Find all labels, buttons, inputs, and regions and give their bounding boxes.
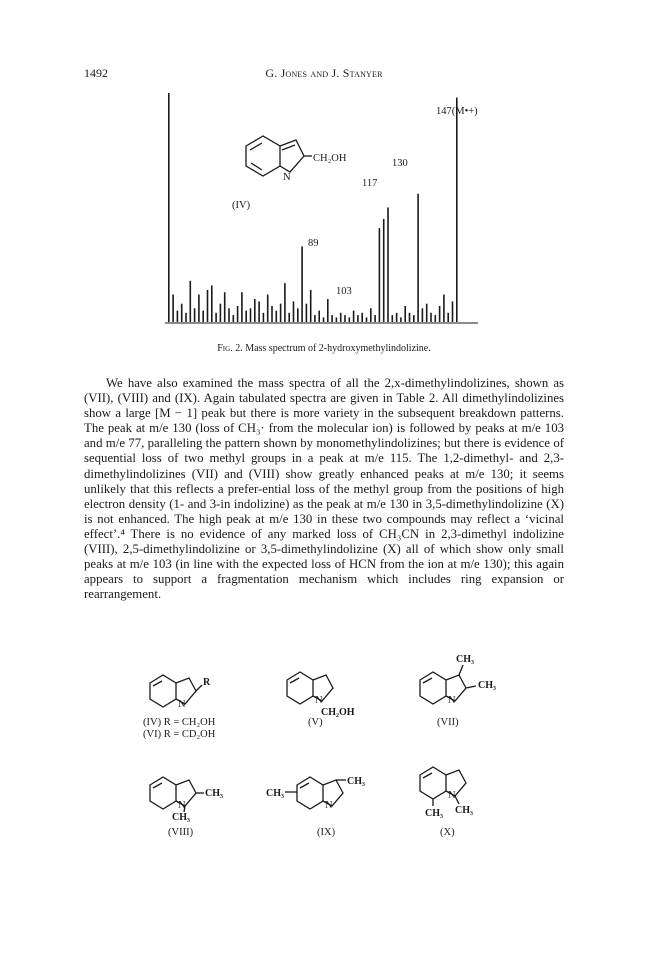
spectrum-bar <box>327 299 329 322</box>
spectrum-bar <box>314 315 316 322</box>
peak-labels <box>308 106 478 297</box>
spectrum-bar <box>323 317 325 322</box>
running-head: G. Jones and J. Stanyer <box>265 66 383 80</box>
mass-spectrum-figure <box>0 0 648 340</box>
spectrum-bar <box>426 304 428 322</box>
spectrum-bar <box>233 315 235 322</box>
ix-label: (IX) <box>317 827 336 838</box>
ix-group-2: CH₃ <box>347 776 365 787</box>
spectrum-bar <box>215 313 217 322</box>
x-group-1: CH₃ <box>425 808 443 819</box>
page-number: 1492 <box>84 66 108 80</box>
spectrum-bar <box>435 315 437 322</box>
svg-text:N: N <box>448 790 456 801</box>
spectrum-bar <box>258 301 260 322</box>
spectrum-bar <box>284 283 286 322</box>
spectrum-bar <box>430 313 432 322</box>
structure-group: CH₂OH <box>313 153 347 164</box>
spectrum-bar <box>267 295 269 323</box>
structures-figure <box>0 640 648 870</box>
peak-label-147: 147(M•+) <box>436 106 478 117</box>
spectrum-bar <box>190 281 192 322</box>
iv-label-1: (IV) R = CH₂OH <box>143 717 216 728</box>
structure-viii <box>150 777 223 838</box>
spectrum-bar <box>276 311 278 323</box>
spectrum-bar <box>202 311 204 323</box>
spectrum-bar <box>452 301 454 322</box>
spectrum-bar <box>447 313 449 322</box>
spectrum-bar <box>310 290 312 322</box>
spectrum-bar <box>404 306 406 322</box>
spectrum-bar <box>172 295 174 323</box>
spectrum-bar <box>185 313 187 322</box>
spectrum-bar <box>353 311 355 323</box>
spectrum-bar <box>250 308 252 322</box>
spectrum-bar <box>181 304 183 322</box>
structure-vii <box>420 654 496 728</box>
spectrum-bar <box>409 313 411 322</box>
spectrum-bar <box>361 313 363 322</box>
spectrum-bar <box>254 299 256 322</box>
spectrum-bar <box>443 295 445 323</box>
v-group: CH₂OH <box>321 707 355 718</box>
spectrum-bar <box>396 313 398 322</box>
spectrum-bar <box>336 317 338 322</box>
svg-text:N: N <box>448 695 456 706</box>
peak-label-117: 117 <box>362 178 378 189</box>
figure-caption <box>0 343 648 354</box>
peak-label-89: 89 <box>308 238 319 249</box>
spectrum-bar <box>297 308 299 322</box>
spectrum-bar <box>306 304 308 322</box>
spectrum-bar <box>370 308 372 322</box>
spectrum-bar <box>293 301 295 322</box>
spectrum-bar <box>228 308 230 322</box>
spectrum-bar <box>168 93 170 322</box>
body-paragraph: We have also examined the mass spectra of all the 2,x-dimethylindolizines, shown as (VII), (VIII) and (IX). Again tabulated spectra are given in Table 2. All dimethylindolizines show a large [M − 1] peak but there is more variety in the subsequent breakdown patterns. The peak at m/e 130 (loss of CH₃· from the molecular ion) is followed by peaks at m/e 103 and m/e 77, paralleling the pattern shown by monomethylindolizines; but there is evidence of sequential loss of two methyl groups in a peak at m/e 115. The 1,2-dimethyl- and 2,3-dimethylindolizines (VII) and (VIII) show greatly enhanced peaks at m/e 130; it seems unlikely that this reflects a prefer-ential loss of the methyl group from the positions of high electron density (1- and 3-in indolizine) as the peak at m/e 130 in 3,5-dimethylindolizine (X) is not enhanced. The high peak at m/e 130 in these two compounds may reflect a ‘vicinal effect’.⁴ There is no evidence of any marked loss of CH₃CN in 2,3-dimethyl indolizine (VIII), 2,5-dimethylindolizine or 3,5-dimethylindolizine (X) all of which show only small peaks at m/e 103 (in line with the expected loss of HCN from the ion at m/e 130); this again appears to support a fragmentation mechanism which includes ring expansion or rearrangement. <box>84 376 564 602</box>
vii-group-2: CH₃ <box>478 680 496 691</box>
spectrum-bar <box>194 308 196 322</box>
spectrum-bar <box>271 306 273 322</box>
spectrum-bar <box>198 295 200 323</box>
x-group-2: CH₃ <box>455 805 473 816</box>
spectrum-bar <box>224 292 226 322</box>
svg-text:N: N <box>178 699 186 710</box>
spectrum-bars <box>168 93 458 322</box>
spectrum-bar <box>220 304 222 322</box>
spectrum-bar <box>366 317 368 322</box>
spectrum-bar <box>207 290 209 322</box>
spectrum-bar <box>392 315 394 322</box>
structure-ix <box>266 776 365 838</box>
peak-label-130: 130 <box>392 158 408 169</box>
spectrum-bar <box>387 208 389 323</box>
x-label: (X) <box>440 827 455 838</box>
spectrum-bar <box>301 246 303 322</box>
vii-label: (VII) <box>437 717 459 728</box>
vii-group-1: CH₃ <box>456 654 474 665</box>
spectrum-bar <box>241 292 243 322</box>
caption-text: Mass spectrum of 2-hydroxymethylindolizine. <box>242 343 431 354</box>
spectrum-bar <box>400 317 402 322</box>
viii-group-1: CH₃ <box>205 788 223 799</box>
spectrum-bar <box>211 285 213 322</box>
structure-v <box>287 672 355 728</box>
iv-substituent: R <box>203 677 211 688</box>
caption-label: Fig. 2. <box>217 343 243 354</box>
svg-text:N: N <box>315 695 323 706</box>
svg-text:N: N <box>283 172 291 183</box>
structure-iv-vi <box>143 675 216 740</box>
spectrum-bar <box>331 315 333 322</box>
viii-group-2: CH₃ <box>172 812 190 823</box>
spectrum-bar <box>344 315 346 322</box>
spectrum-bar <box>263 313 265 322</box>
spectrum-bar <box>177 311 179 323</box>
spectrum-bar <box>383 219 385 322</box>
spectrum-bar <box>245 311 247 323</box>
spectrum-bar <box>349 317 351 322</box>
svg-text:N: N <box>325 800 333 811</box>
iv-label-2: (VI) R = CD₂OH <box>143 729 216 740</box>
structure-label: (IV) <box>232 200 251 211</box>
svg-text:N: N <box>178 800 186 811</box>
viii-label: (VIII) <box>168 827 194 838</box>
spectrum-bar <box>280 304 282 322</box>
spectrum-bar <box>456 98 458 322</box>
spectrum-bar <box>422 308 424 322</box>
peak-label-103: 103 <box>336 286 352 297</box>
spectrum-bar <box>439 306 441 322</box>
spectrum-bar <box>288 313 290 322</box>
v-label: (V) <box>308 717 323 728</box>
indolizine-structure-iv <box>232 136 347 211</box>
spectrum-bar <box>237 306 239 322</box>
spectrum-bar <box>379 228 381 322</box>
spectrum-bar <box>318 311 320 323</box>
spectrum-bar <box>357 315 359 322</box>
spectrum-bar <box>340 313 342 322</box>
ix-group-1: CH₃ <box>266 788 284 799</box>
structure-x <box>420 767 473 838</box>
spectrum-bar <box>413 315 415 322</box>
spectrum-bar <box>374 315 376 322</box>
spectrum-bar <box>417 194 419 322</box>
